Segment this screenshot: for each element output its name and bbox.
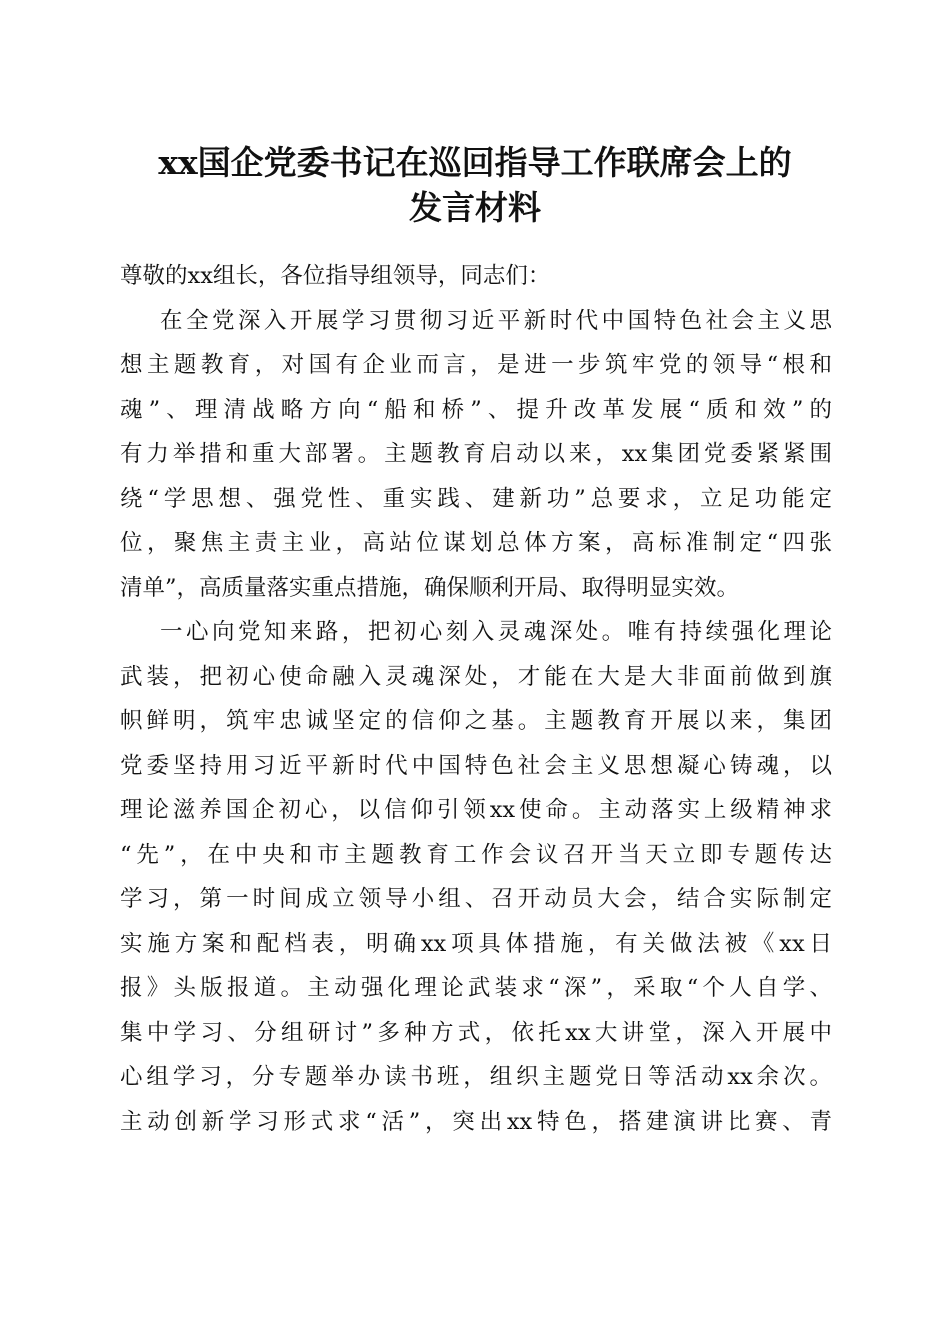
paragraph-line: 心组学习，分专题举办读书班，组织主题党日等活动xx余次。	[120, 1064, 832, 1090]
paragraph-line: 理论滋养国企初心，以信仰引领xx使命。主动落实上级精神求	[120, 797, 832, 823]
greeting: 尊敬的xx组长，各位指导组领导，同志们：	[120, 263, 551, 289]
paragraph-line: 武装，把初心使命融入灵魂深处，才能在大是大非面前做到旗	[120, 663, 832, 690]
paragraph-line: 主动创新学习形式求“活”，突出xx特色，搭建演讲比赛、青	[120, 1108, 832, 1135]
document-body	[120, 254, 832, 1144]
paragraph-line: 帜鲜明，筑牢忠诚坚定的信仰之基。主题教育开展以来，集团	[120, 708, 832, 734]
title-line-1: xx国企党委书记在巡回指导工作联席会上的	[158, 143, 792, 182]
paragraph-line: 党委坚持用习近平新时代中国特色社会主义思想凝心铸魂，以	[120, 752, 832, 779]
paragraph-line: 集中学习、分组研讨”多种方式，依托xx大讲堂，深入开展中	[120, 1019, 832, 1046]
paragraph-line: 清单”，高质量落实重点措施，确保顺利开局、取得明显实效。	[120, 574, 740, 601]
paragraph-line: 绕“学思想、强党性、重实践、建新功”总要求，立足功能定	[120, 485, 832, 512]
paragraph-2	[120, 610, 832, 1144]
paragraph-line: 位，聚焦主责主业，高站位谋划总体方案，高标准制定“四张	[120, 530, 832, 556]
paragraph-1	[120, 299, 832, 611]
paragraph-line: 魂”、理清战略方向“船和桥”、提升改革发展“质和效”的	[120, 396, 832, 423]
title-line-2: 发言材料	[409, 188, 541, 227]
paragraph-line: 实施方案和配档表，明确xx项具体措施，有关做法被《xx日	[120, 930, 832, 957]
paragraph-line: “先”，在中央和市主题教育工作会议召开当天立即专题传达	[120, 841, 832, 868]
paragraph-line: 有力举措和重大部署。主题教育启动以来，xx集团党委紧紧围	[120, 441, 832, 467]
paragraph-line: 在全党深入开展学习贯彻习近平新时代中国特色社会主义思	[160, 307, 832, 334]
paragraph-line: 想主题教育，对国有企业而言，是进一步筑牢党的领导“根和	[120, 352, 832, 378]
document-title	[100, 140, 850, 230]
paragraph-line: 一心向党知来路，把初心刻入灵魂深处。唯有持续强化理论	[160, 619, 832, 645]
paragraph-line: 学习，第一时间成立领导小组、召开动员大会，结合实际制定	[120, 886, 832, 912]
paragraph-line: 报》头版报道。主动强化理论武装求“深”，采取“个人自学、	[120, 975, 832, 1001]
